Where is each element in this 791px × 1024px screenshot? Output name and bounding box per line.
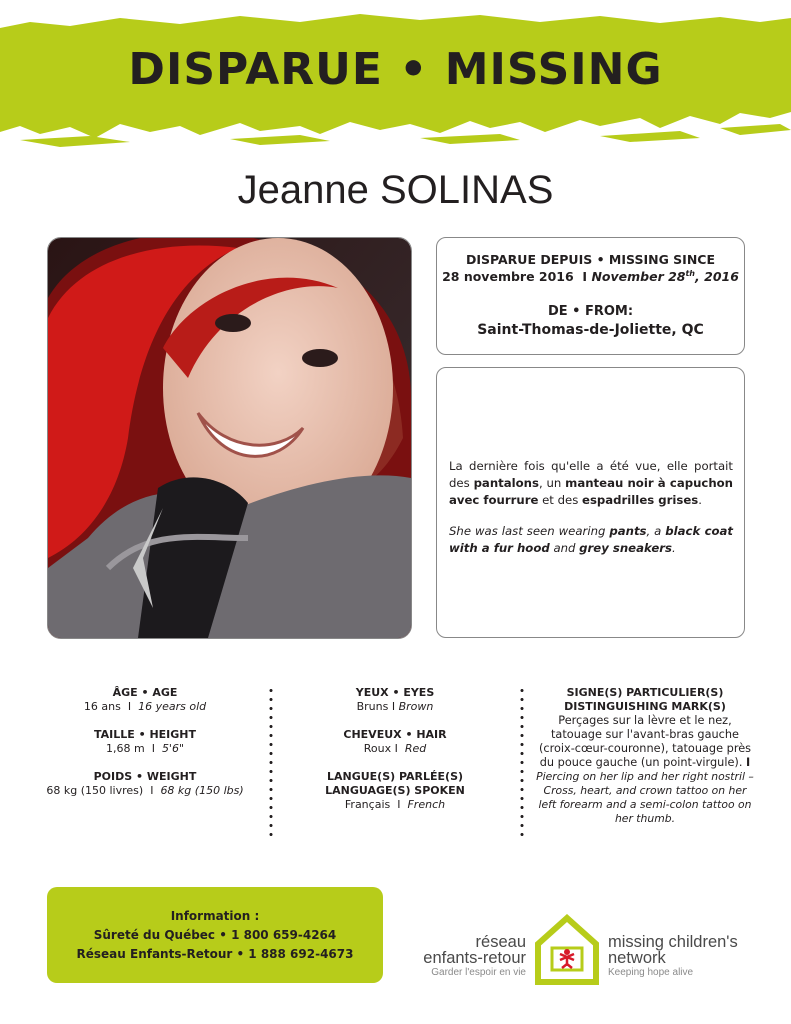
- desc-fr-text: La dernière fois qu'elle a été vue, elle portait des: [449, 459, 733, 490]
- description-en: [449, 523, 733, 557]
- weight-en: 68 kg (150 lbs): [160, 784, 244, 797]
- weight-block: [40, 770, 250, 798]
- portrait-photo: [47, 237, 412, 639]
- marks-label-en: DISTINGUISHING MARK(S): [564, 700, 726, 713]
- hair-en: Red: [404, 742, 427, 755]
- weight-sep: I: [150, 784, 154, 797]
- language-sep: I: [397, 798, 401, 811]
- banner-title: DISPARUE • MISSING: [128, 44, 663, 95]
- logo-fr-line1: réseau: [475, 933, 526, 951]
- eyes-block: [290, 686, 500, 714]
- desc-fr-text: et des: [538, 493, 583, 507]
- marks-block: [535, 686, 755, 826]
- age-sep: I: [127, 700, 132, 713]
- contact-line-sq: Sûreté du Québec • 1 800 659-4264: [93, 928, 337, 942]
- height-block: [40, 728, 250, 756]
- logo-en-line2: network: [608, 949, 666, 967]
- missing-since-date: [437, 269, 744, 284]
- eyes-fr: Bruns: [356, 700, 389, 713]
- weight-label: POIDS • WEIGHT: [93, 770, 197, 783]
- desc-en-text: .: [672, 541, 676, 555]
- eyes-sep: I: [391, 700, 396, 713]
- from-place: Saint-Thomas-de-Joliette, QC: [477, 322, 704, 339]
- desc-en-bold: grey sneakers: [579, 541, 672, 555]
- desc-fr-bold: espadrilles grises: [582, 493, 699, 507]
- hair-fr: Roux: [363, 742, 392, 755]
- height-label: TAILLE • HEIGHT: [93, 728, 197, 741]
- weight-fr: 68 kg (150 livres): [46, 784, 144, 797]
- missing-since-box: [436, 237, 745, 355]
- house-child-icon: [532, 914, 602, 990]
- date-separator: I: [582, 269, 588, 285]
- contact-line-rer: Réseau Enfants-Retour • 1 888 692-4673: [76, 947, 354, 961]
- eyes-label: YEUX • EYES: [355, 686, 435, 699]
- desc-en-bold: black coat with a fur hood: [449, 524, 733, 555]
- description-fr: [449, 458, 733, 509]
- height-fr: 1,68 m: [105, 742, 145, 755]
- logo-text-en: [608, 934, 778, 978]
- language-label-fr: LANGUE(S) PARLÉE(S): [326, 770, 464, 783]
- eyes-en: Brown: [398, 700, 434, 713]
- language-fr: Français: [344, 798, 391, 811]
- person-name: Jeanne SOLINAS: [237, 168, 554, 212]
- desc-en-text: , a: [646, 524, 666, 538]
- age-en: 16 years old: [138, 700, 207, 713]
- details-column-2: [290, 686, 500, 826]
- height-en: 5'6": [161, 742, 185, 755]
- language-block: [290, 770, 500, 812]
- header-banner: [0, 0, 791, 155]
- logo-text-fr: [380, 934, 526, 978]
- missing-since-heading: DISPARUE DEPUIS • MISSING SINCE: [465, 252, 716, 267]
- contact-title: Information :: [170, 909, 260, 923]
- from-heading: DE • FROM:: [547, 304, 634, 320]
- marks-label-fr: SIGNE(S) PARTICULIER(S): [566, 686, 724, 699]
- desc-fr-bold: manteau noir à capuchon avec fourrure: [449, 476, 733, 507]
- hair-label: CHEVEUX • HAIR: [343, 728, 447, 741]
- logo-en-line1: missing children's: [608, 933, 738, 951]
- age-label: ÂGE • AGE: [112, 686, 178, 699]
- marks-en: Piercing on her lip and her right nostril – Cross, heart, and crown tattoo on her left forearm and a semi-colon tattoo on her thumb.: [536, 770, 754, 825]
- description-box: [436, 367, 745, 638]
- hair-block: [290, 728, 500, 756]
- marks-fr: Perçages sur la lèvre et le nez, tatouage sur l'avant-bras gauche (croix-cœur-couronne), tatouage près du pouce gauche (un point-virgule).: [538, 714, 752, 769]
- hair-sep: I: [394, 742, 398, 755]
- desc-fr-bold: pantalons: [473, 476, 539, 490]
- age-fr: 16 ans: [83, 700, 121, 713]
- language-label-en: LANGUAGE(S) SPOKEN: [325, 784, 465, 797]
- date-en-sup: th: [685, 269, 696, 278]
- desc-fr-text: .: [698, 493, 702, 507]
- desc-fr-text: , un: [538, 476, 566, 490]
- date-fr: 28 novembre 2016: [442, 269, 574, 285]
- desc-en-text: and: [549, 541, 580, 555]
- age-block: [40, 686, 250, 714]
- logo-en-tagline: Keeping hope alive: [608, 967, 694, 978]
- details-column-3: [535, 686, 755, 826]
- logo-fr-tagline: Garder l'espoir en vie: [431, 967, 526, 978]
- dotted-divider: [269, 686, 273, 842]
- desc-en-text: She was last seen wearing: [449, 524, 610, 538]
- dotted-divider: [520, 686, 524, 842]
- date-en-year: , 2016: [695, 269, 739, 285]
- details-column-1: [40, 686, 250, 812]
- desc-en-bold: pants: [609, 524, 647, 538]
- date-en: November 28: [591, 269, 686, 285]
- contact-info-box: [47, 887, 383, 983]
- marks-sep: I: [746, 756, 751, 769]
- language-en: French: [407, 798, 446, 811]
- logo-fr-line2: enfants-retour: [423, 949, 526, 967]
- height-sep: I: [151, 742, 155, 755]
